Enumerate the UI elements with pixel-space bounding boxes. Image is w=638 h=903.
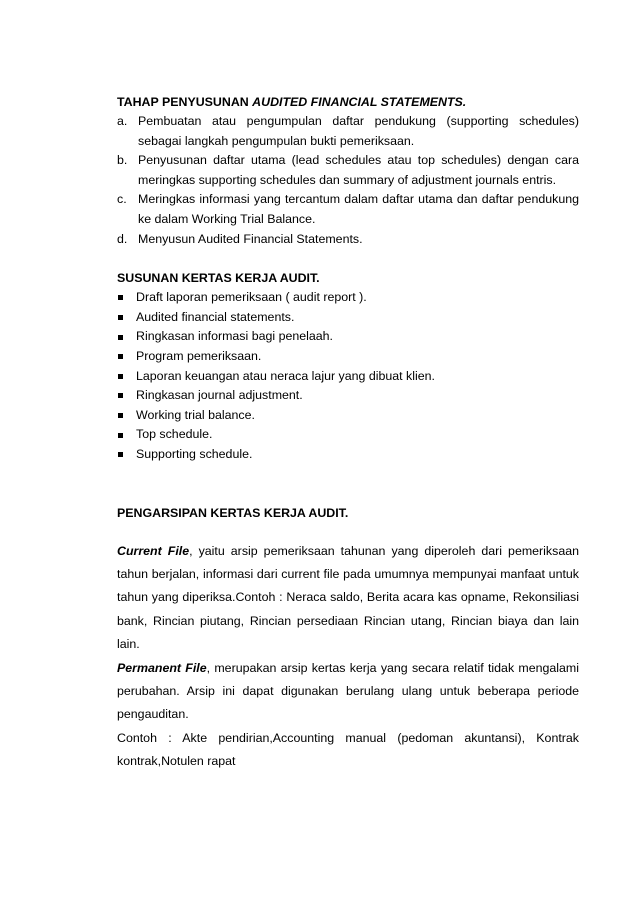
document-content: [117, 92, 579, 774]
square-bullet-icon: [118, 315, 123, 320]
bullet-item-text: Audited financial statements.: [136, 309, 295, 324]
current-file-paragraph: [117, 540, 579, 657]
square-bullet-icon: [118, 354, 123, 359]
bullet-item-text: Supporting schedule.: [136, 446, 253, 461]
bullet-item: [117, 308, 579, 328]
bullet-item: [117, 288, 579, 308]
tahap-list: [117, 112, 579, 249]
heading-italic-text: AUDITED FINANCIAL STATEMENTS.: [252, 95, 467, 109]
bullet-item-text: Ringkasan informasi bagi penelaah.: [136, 329, 333, 344]
heading-text: TAHAP PENYUSUNAN: [117, 95, 253, 109]
list-marker: a.: [117, 114, 128, 128]
square-bullet-icon: [118, 374, 123, 379]
list-item-text: Menyusun Audited Financial Statements.: [138, 231, 363, 246]
bullet-item: [117, 406, 579, 426]
square-bullet-icon: [118, 452, 123, 457]
bullet-item-text: Laporan keuangan atau neraca lajur yang dibuat klien.: [136, 368, 435, 383]
permanent-file-text: , merupakan arsip kertas kerja yang secara relatif tidak mengalami perubahan. Arsip ini dapat digunakan berulang ulang untuk beberapa periode pengauditan.: [117, 660, 580, 722]
bullet-item: [117, 327, 579, 347]
list-item: [117, 230, 579, 250]
permanent-file-paragraph: [117, 657, 579, 727]
susunan-bullet-list: [117, 288, 579, 464]
list-marker: d.: [117, 231, 128, 246]
list-marker: c.: [117, 192, 127, 207]
bullet-item: [117, 347, 579, 367]
square-bullet-icon: [118, 393, 123, 398]
list-item-text: Pembuatan atau pengumpulan daftar pendukung (supporting schedules) sebagai langkah pengumpulan bukti pemeriksaan.: [138, 114, 579, 148]
list-item: [117, 112, 579, 151]
list-item: [117, 151, 579, 190]
square-bullet-icon: [118, 413, 123, 418]
bullet-item-text: Draft laporan pemeriksaan ( audit report ).: [136, 290, 367, 305]
list-item-text: Meringkas informasi yang tercantum dalam daftar utama dan daftar pendukung ke dalam Working Trial Balance.: [138, 192, 579, 226]
list-item: [117, 190, 579, 229]
bullet-item-text: Program pemeriksaan.: [136, 348, 262, 363]
bullet-item: [117, 367, 579, 387]
current-file-term: Current File: [117, 543, 190, 558]
bullet-item: [117, 445, 579, 465]
bullet-item-text: Ringkasan journal adjustment.: [136, 388, 303, 403]
section-heading-susunan-kertas-kerja: SUSUNAN KERTAS KERJA AUDIT.: [117, 271, 320, 286]
square-bullet-icon: [118, 433, 123, 438]
bullet-item-text: Working trial balance.: [136, 407, 255, 422]
list-marker: b.: [117, 153, 128, 168]
list-item-text: Penyusunan daftar utama (lead schedules atau top schedules) dengan cara meringkas supporting schedules dan summary of adjustment journals entris.: [138, 153, 579, 187]
section-heading-pengarsipan: PENGARSIPAN KERTAS KERJA AUDIT.: [117, 505, 349, 520]
bullet-item: [117, 425, 579, 445]
current-file-text: , yaitu arsip pemeriksaan tahunan yang diperoleh dari pemeriksaan tahun berjalan, informasi dari current file pada umumnya mempunyai manfaat untuk tahun yang diperiksa.Contoh : Neraca saldo, Berita acara kas opname, Rekonsiliasi bank, Rincian piutang, Rincian persediaan Rincian utang, Rincian biaya dan lain lain.: [117, 543, 579, 652]
square-bullet-icon: [118, 335, 123, 340]
example-paragraph: Contoh : Akte pendirian,Accounting manual (pedoman akuntansi), Kontrak kontrak,Notulen rapat: [117, 730, 579, 769]
bullet-item: [117, 386, 579, 406]
permanent-file-term: Permanent File: [117, 660, 207, 675]
bullet-item-text: Top schedule.: [136, 427, 213, 442]
square-bullet-icon: [118, 295, 123, 300]
section-heading-tahap-penyusunan: [117, 92, 579, 112]
